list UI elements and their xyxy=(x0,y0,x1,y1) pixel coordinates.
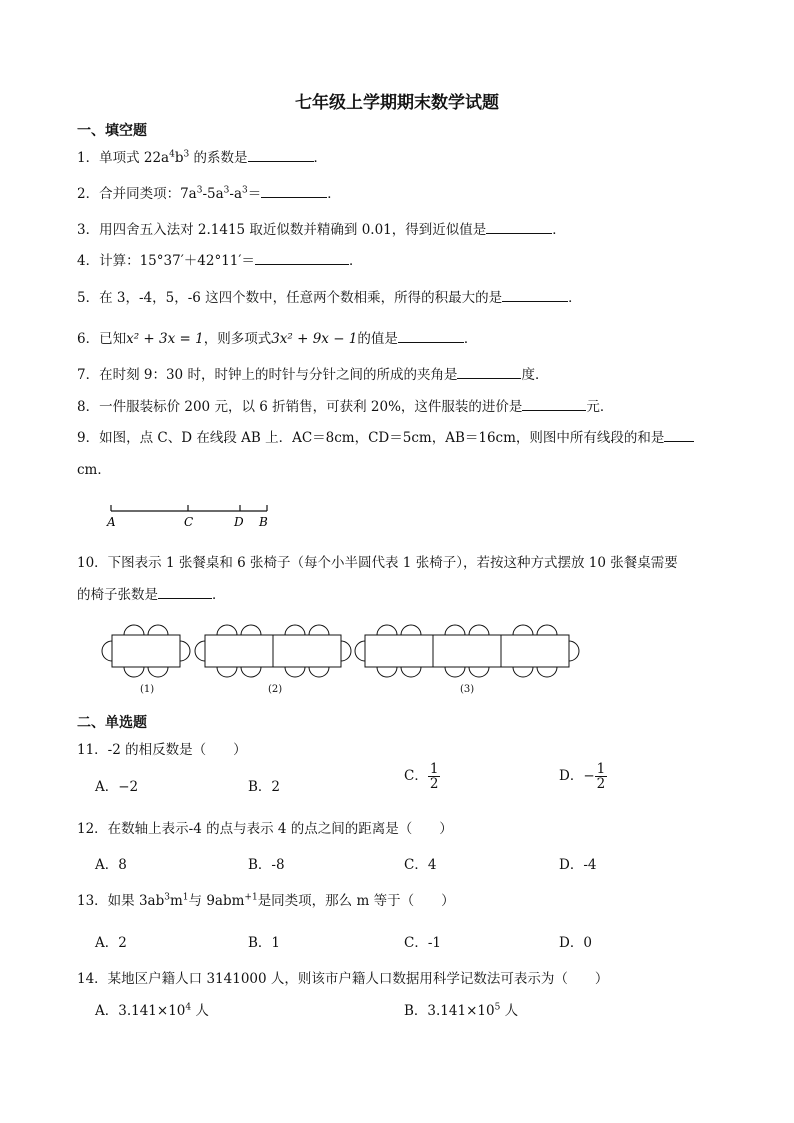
chair xyxy=(537,667,557,677)
q13-exp-m2: +1 xyxy=(244,892,258,903)
chair xyxy=(241,625,261,635)
option-a-unit: 人 xyxy=(191,1003,209,1019)
q1-exp-a: 4 xyxy=(169,149,175,160)
section-heading-single: 二、单选题 xyxy=(77,715,147,731)
table xyxy=(501,635,569,667)
question-11: 11．-2 的相反数是（ ） xyxy=(77,742,247,758)
question-7 xyxy=(77,363,548,383)
chair xyxy=(285,625,305,635)
q5-end: ． xyxy=(568,290,582,306)
point-label-c: C xyxy=(184,515,194,529)
segment-figure xyxy=(100,500,280,532)
q2-term-2: -5a xyxy=(202,186,224,202)
option-c-label: C． xyxy=(404,768,428,785)
option-c[interactable]: C．-1 xyxy=(404,935,441,951)
chair xyxy=(377,625,397,635)
table xyxy=(112,635,180,667)
option-c[interactable]: C．4 xyxy=(404,857,437,873)
q13-var-m: m xyxy=(169,893,183,909)
chair xyxy=(148,625,168,635)
chair xyxy=(285,667,305,677)
answer-blank[interactable] xyxy=(502,287,568,302)
chair xyxy=(377,667,397,677)
q4-text: 4．计算：15°37′＋42°11′＝ xyxy=(77,253,255,269)
question-4 xyxy=(77,249,362,269)
question-10: 10．下图表示 1 张餐桌和 6 张椅子（每个小半圆代表 1 张椅子），若按这种方式摆放 10 张餐桌需要 xyxy=(77,555,678,571)
q5-text: 5．在 3，-4，5，-6 这四个数中，任意两个数相乘，所得的积最大的是 xyxy=(77,290,503,306)
point-label-b: B xyxy=(259,515,268,529)
q6-text-tail: 的值是 xyxy=(357,331,398,347)
question-6 xyxy=(77,327,477,347)
q7-end: 度． xyxy=(521,367,549,383)
question-12: 12．在数轴上表示-4 的点与表示 4 的点之间的距离是（ ） xyxy=(77,821,453,837)
page-title: 七年级上学期期末数学试题 xyxy=(295,93,499,113)
answer-blank[interactable] xyxy=(255,250,349,265)
chair xyxy=(469,625,489,635)
question-9-cont: cm． xyxy=(77,462,111,478)
chair xyxy=(401,667,421,677)
option-d[interactable]: D．-4 xyxy=(559,857,597,873)
chair xyxy=(180,641,190,661)
question-5 xyxy=(77,286,582,306)
option-b[interactable]: B．2 xyxy=(248,779,281,795)
denominator: 2 xyxy=(429,776,439,793)
q6-text-mid: ，则多项式 xyxy=(203,331,272,347)
chair xyxy=(513,667,533,677)
answer-blank[interactable] xyxy=(158,584,212,599)
table xyxy=(433,635,501,667)
q3-end: ． xyxy=(552,222,566,238)
option-a-text: A．3.141×10 xyxy=(95,1003,186,1019)
question-14: 14．某地区户籍人口 3141000 人，则该市户籍人口数据用科学记数法可表示为（ ） xyxy=(77,971,609,987)
q10-text: 的椅子张数是 xyxy=(77,587,158,603)
q13-exp-m: 1 xyxy=(182,892,189,903)
point-label-a: A xyxy=(107,515,116,529)
chair xyxy=(569,641,579,661)
figure-label-2: (2) xyxy=(268,684,283,695)
option-a[interactable]: A．−2 xyxy=(95,779,139,795)
option-b-unit: 人 xyxy=(500,1003,519,1019)
chair xyxy=(445,625,465,635)
chair xyxy=(513,625,533,635)
table-arrangement-3 xyxy=(355,625,579,677)
fraction xyxy=(595,762,608,791)
question-8 xyxy=(77,395,613,415)
q1-text: 1．单项式 22a xyxy=(77,150,170,166)
table xyxy=(273,635,341,667)
q2-text: 2．合并同类项：7a xyxy=(77,186,197,202)
chair xyxy=(124,667,144,677)
chair xyxy=(124,625,144,635)
q2-term-3: -a xyxy=(229,186,243,202)
question-9 xyxy=(77,426,694,446)
q2-exp-3: 3 xyxy=(242,185,248,196)
q8-text: 8．一件服装标价 200 元，以 6 折销售，可获利 20%，这件服装的进价是 xyxy=(77,399,523,415)
tables-figure xyxy=(100,620,590,700)
q6-end: ． xyxy=(463,331,478,347)
q2-equals: ＝ xyxy=(247,186,262,202)
chair xyxy=(217,625,237,635)
q13-exp-b: 3 xyxy=(164,892,170,903)
question-2 xyxy=(77,182,341,202)
figure-label-1: (1) xyxy=(140,684,155,695)
option-a[interactable] xyxy=(95,999,209,1019)
numerator: 1 xyxy=(429,761,439,777)
answer-blank[interactable] xyxy=(457,364,521,379)
q6-expr-polynomial: 3x² + 9x − 1 xyxy=(271,331,358,347)
q10-end: ． xyxy=(212,587,226,603)
chair xyxy=(148,667,168,677)
table xyxy=(205,635,273,667)
chair xyxy=(217,667,237,677)
answer-blank[interactable] xyxy=(398,328,464,343)
q13-text-mid: 与 9abm xyxy=(188,893,245,909)
chair xyxy=(445,667,465,677)
option-a-exponent: 4 xyxy=(185,1002,192,1013)
q1-end: ． xyxy=(313,150,328,166)
answer-blank[interactable] xyxy=(486,219,552,234)
section-heading-fill: 一、填空题 xyxy=(77,123,147,139)
option-a[interactable]: A．8 xyxy=(95,857,127,873)
option-c[interactable] xyxy=(404,762,440,791)
q6-text: 6．已知 xyxy=(77,331,127,347)
fraction xyxy=(428,762,441,791)
numerator: 1 xyxy=(596,761,606,777)
table xyxy=(365,635,433,667)
option-b[interactable]: B．1 xyxy=(248,935,281,951)
answer-blank[interactable] xyxy=(664,427,694,442)
option-b-exponent: 5 xyxy=(494,1002,501,1013)
table-arrangement-2 xyxy=(195,625,351,677)
q7-text: 7．在时刻 9：30 时，时钟上的时针与分针之间的所成的夹角是 xyxy=(77,367,458,383)
chair xyxy=(341,641,351,661)
answer-blank[interactable] xyxy=(522,396,586,411)
q2-exp-2: 3 xyxy=(223,185,230,196)
question-1 xyxy=(77,146,327,166)
q1-var-b: b xyxy=(174,150,184,166)
option-a[interactable]: A．2 xyxy=(95,935,127,951)
option-b[interactable]: B．-8 xyxy=(248,857,285,873)
denominator: 2 xyxy=(596,776,606,793)
chair xyxy=(537,625,557,635)
answer-blank[interactable] xyxy=(261,183,327,198)
option-b-text: B．3.141×10 xyxy=(404,1003,495,1019)
table-arrangement-1 xyxy=(102,625,190,677)
question-3 xyxy=(77,218,566,238)
point-label-d: D xyxy=(234,515,244,529)
chair xyxy=(102,641,112,661)
q8-end: 元． xyxy=(586,399,614,415)
option-d[interactable]: D．0 xyxy=(559,935,592,951)
chair xyxy=(401,625,421,635)
option-d[interactable] xyxy=(559,762,607,791)
chair xyxy=(309,667,329,677)
q6-expr-given: x² + 3x = 1 xyxy=(126,331,204,347)
answer-blank[interactable] xyxy=(248,147,314,162)
chair xyxy=(469,667,489,677)
q4-end: ． xyxy=(348,253,363,269)
chair xyxy=(195,641,205,661)
q2-end: ． xyxy=(327,186,341,202)
option-d-label: D．− xyxy=(559,768,595,785)
q2-exp-1: 3 xyxy=(196,185,203,196)
q13-text: 13．如果 3ab xyxy=(77,893,165,909)
chair xyxy=(355,641,365,661)
q9-text: 9．如图，点 C、D 在线段 AB 上．AC＝8cm，CD＝5cm，AB＝16cm，则图中所有线段的和是 xyxy=(77,430,665,446)
question-10-cont xyxy=(77,583,226,603)
chair xyxy=(241,667,261,677)
q13-text-tail: 是同类项，那么 m 等于（ ） xyxy=(257,893,455,909)
chair xyxy=(309,625,329,635)
q3-text: 3．用四舍五入法对 2.1415 取近似数并精确到 0.01，得到近似值是 xyxy=(77,222,487,238)
option-b[interactable] xyxy=(404,999,518,1019)
figure-label-3: (3) xyxy=(460,684,475,695)
question-13 xyxy=(77,889,455,909)
q1-text-tail: 的系数是 xyxy=(189,150,248,166)
q1-exp-b: 3 xyxy=(183,149,190,160)
